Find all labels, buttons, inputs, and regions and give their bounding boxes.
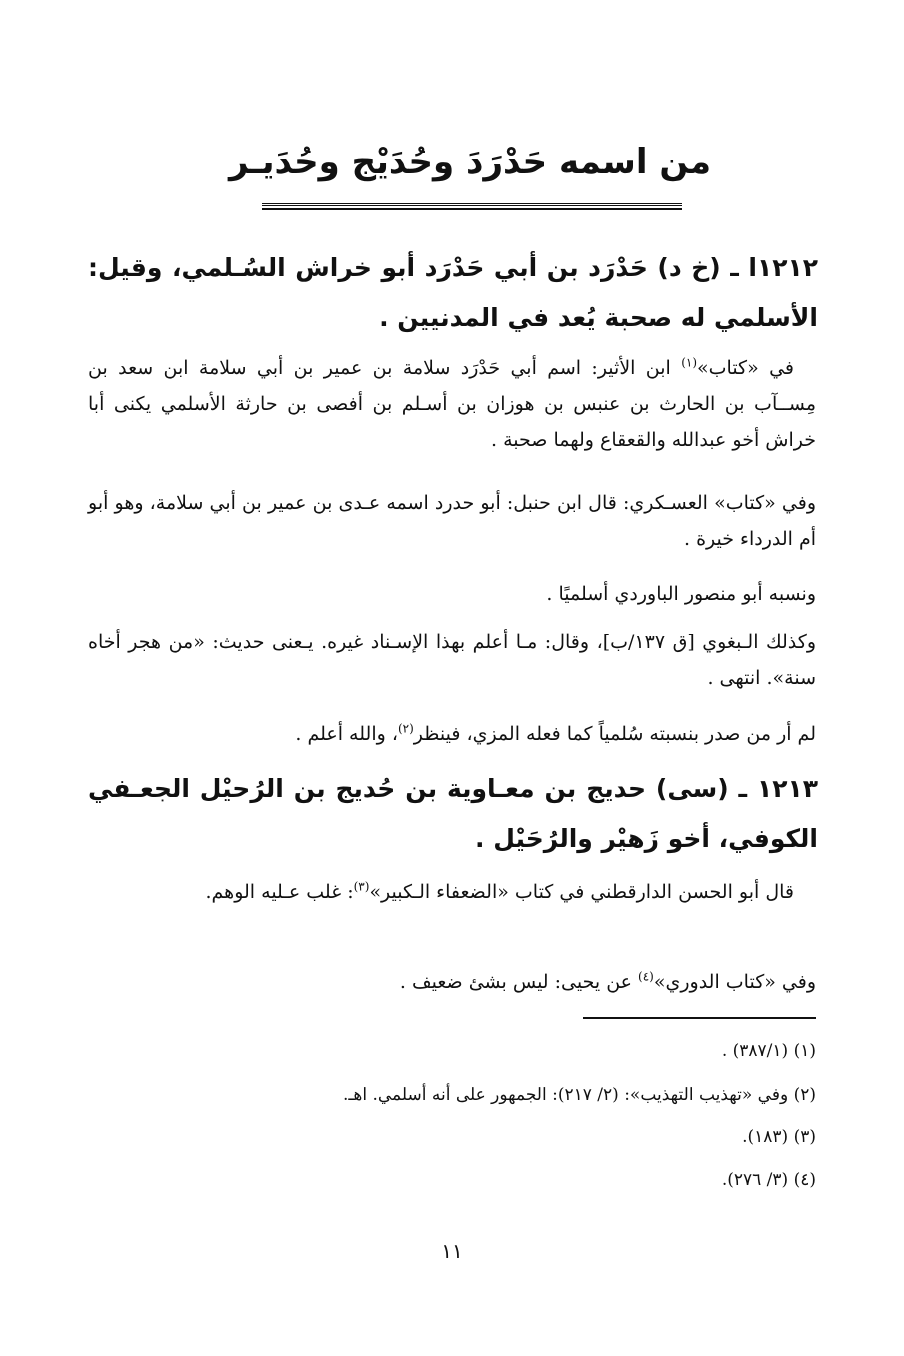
page-number: ١١ xyxy=(441,1239,463,1263)
paragraph xyxy=(88,576,816,612)
paragraph-text: : غلب عـليه الوهم. xyxy=(205,881,354,903)
footnote-2: (٢) وفي «تهذيب التهذيب»: (٢/ ٢١٧): الجمهور على أنه أسلمي. اهـ. xyxy=(342,1085,816,1105)
footnote-4: (٤) (٣/ ٢٧٦). xyxy=(721,1170,816,1190)
footnote-3: (٣) (١٨٣). xyxy=(742,1127,816,1147)
paragraph xyxy=(88,350,816,458)
paragraph-text: في «كتاب» xyxy=(697,357,794,379)
paragraph xyxy=(88,624,816,696)
paragraph-text: ونسبه أبو منصور الباوردي أسلميًا . xyxy=(546,583,816,605)
paragraph-text: ابن الأثير: اسم أبي حَدْرَد سلامة بن عمير بن أبي سلامة ابن سعد بن مِســآب بن الحارث بن عنبس بن هوزان بن أسـلم بن أفصى بن حارثة الأسلمي يكنى أبا خراش أخو عبدالله والقعقاع ولهما صحبة . xyxy=(88,357,816,451)
paragraph xyxy=(88,716,816,752)
paragraph-text: لم أر من صدر بنسبته سُلمياً كما فعله المزي، فينظر xyxy=(413,723,816,745)
paragraph-text: عن يحيى: ليس بشئ ضعيف . xyxy=(399,971,639,993)
footnote-marker: (٢) xyxy=(397,721,414,736)
paragraph-text: وكذلك الـبغوي [ق ١٣٧/ب]، وقال: مـا أعلم بهذا الإسـناد غيره. يـعنى حديث: «من هجر أخاه سنة». انتهى . xyxy=(88,631,816,689)
footnote-marker: (١) xyxy=(681,355,698,370)
paragraph-text: وفي «كتاب» العسـكري: قال ابن حنبل: أبو حدرد اسمه عـدى بن عمير بن أبي سلامة، وهو أبو أم الدرداء خيرة . xyxy=(88,492,816,550)
chapter-title: من اسمه حَدْرَدَ وحُدَيْج وحُدَيـر xyxy=(228,142,712,182)
paragraph-text: ، والله أعلم . xyxy=(295,723,398,745)
paragraph-text: قال أبو الحسن الدارقطني في كتاب «الضعفاء الـكبير» xyxy=(369,881,794,903)
footnote-separator xyxy=(583,1017,816,1019)
entry-heading-1213: ١٢١٣ ـ (سى) حديج بن معـاوية بن حُديج بن الرُحيْل الجعـفي الكوفي، أخو زَهيْر والرُحَيْل . xyxy=(88,774,818,853)
paragraph-text: وفي «كتاب الدوري» xyxy=(653,971,816,993)
paragraph xyxy=(88,874,816,910)
paragraph xyxy=(88,485,816,557)
paragraph xyxy=(88,964,816,1000)
title-underline xyxy=(262,203,682,210)
footnote-marker: (٣) xyxy=(353,879,370,894)
footnote-marker: (٤) xyxy=(638,969,654,984)
entry-heading-1212: ١٢١٢ا ـ (خ د) حَدْرَد بن أبي حَدْرَد أبو خراش السُـلمي، وقيل: الأسلمي له صحبة يُعد في المدنيين . xyxy=(88,253,818,332)
footnote-1: (١) (٣٨٧/١) . xyxy=(721,1041,816,1061)
